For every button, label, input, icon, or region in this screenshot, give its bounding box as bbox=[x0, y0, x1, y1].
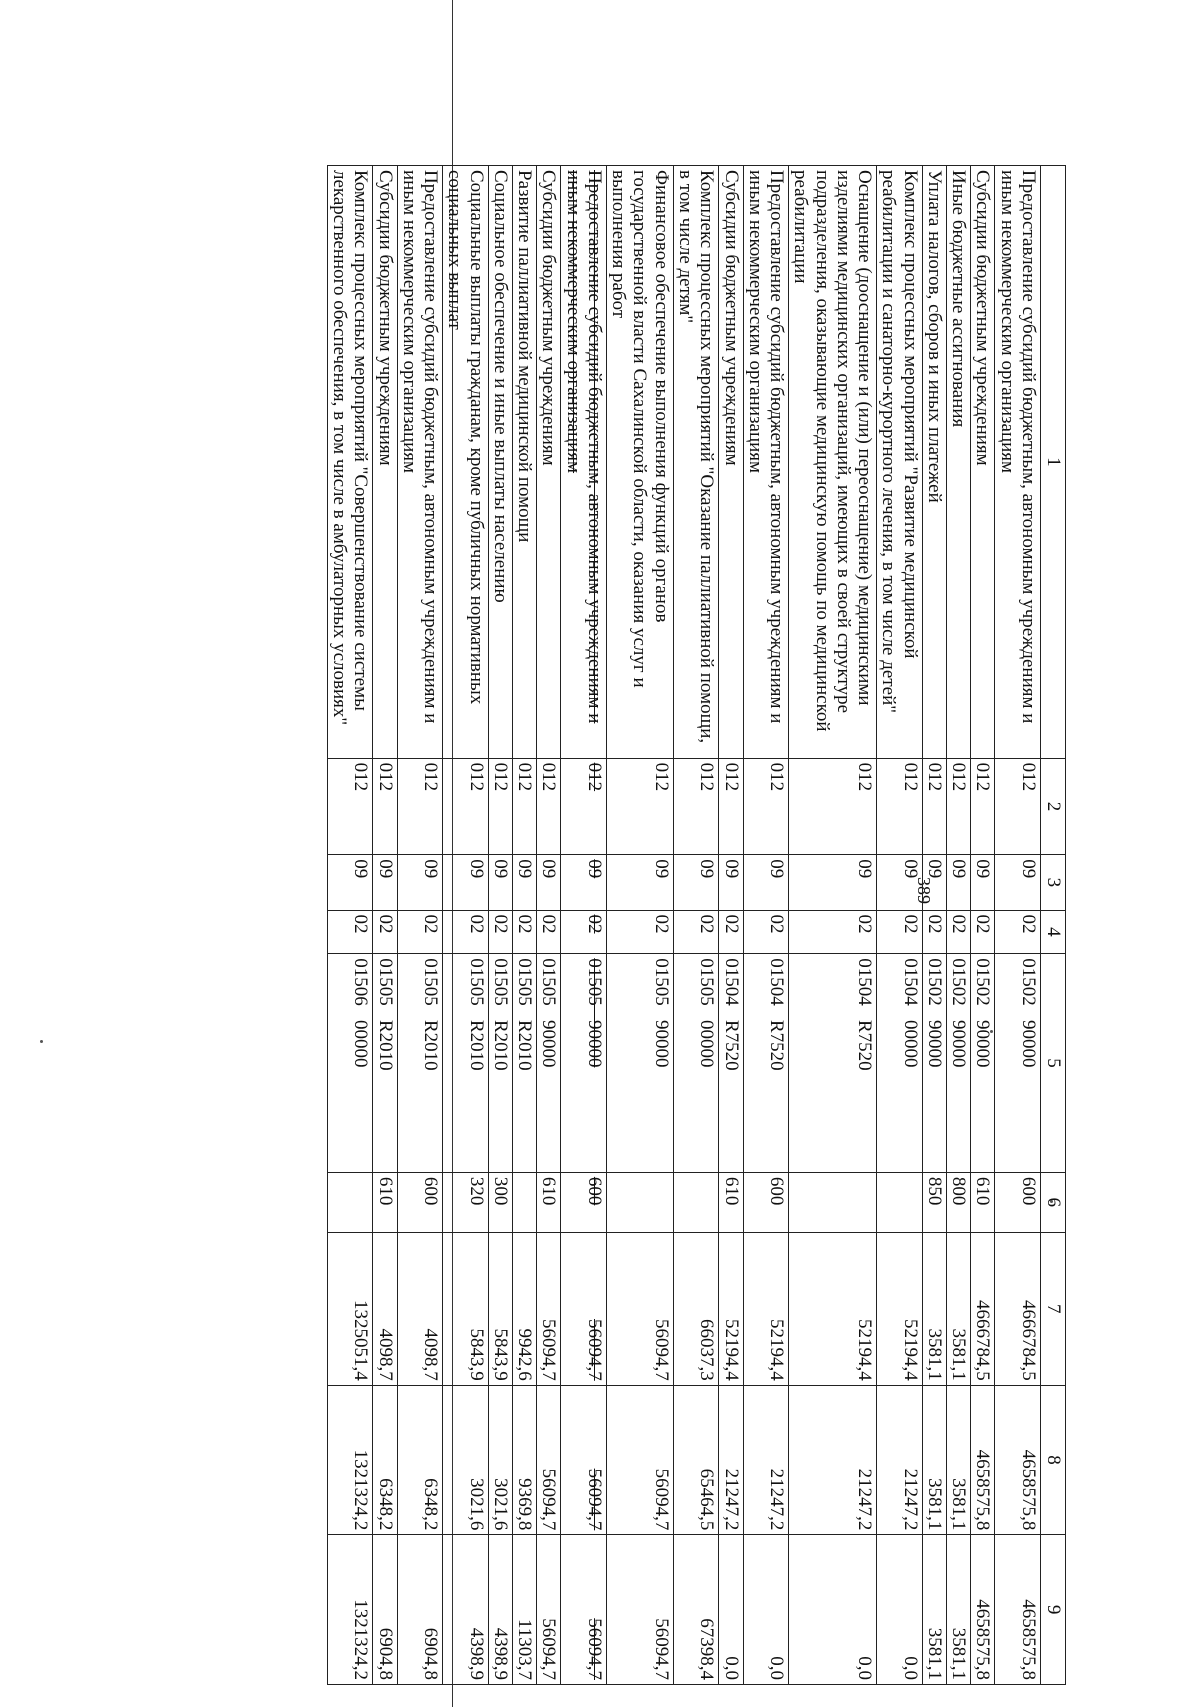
rotated-page bbox=[327, 165, 1066, 1685]
amount-col9: 56094,7 bbox=[561, 1535, 607, 1685]
grbs-code: 012 bbox=[877, 758, 923, 855]
expense-type-code: 800 bbox=[946, 1172, 970, 1232]
row-name: Субсидии бюджетным учреждениям bbox=[719, 166, 743, 759]
section-code: 09 bbox=[606, 855, 673, 910]
amount-col9: 56094,7 bbox=[537, 1535, 561, 1685]
subsection-code: 02 bbox=[743, 910, 789, 954]
row-name: Комплекс процессных мероприятий "Совершенствование системы лекарственного обеспечения, в том числе в амбулаторных условиях" bbox=[327, 166, 373, 759]
amount-col9: 6904,8 bbox=[373, 1535, 397, 1685]
amount-col7: 52194,4 bbox=[789, 1232, 877, 1385]
amount-col8: 3581,1 bbox=[946, 1385, 970, 1535]
grbs-code: 012 bbox=[537, 758, 561, 855]
table-row bbox=[561, 166, 607, 1685]
subsection-code: 02 bbox=[946, 910, 970, 954]
row-name: Уплата налогов, сборов и иных платежей bbox=[922, 166, 946, 759]
expense-type-code bbox=[512, 1172, 536, 1232]
amount-col8: 65464,5 bbox=[673, 1385, 719, 1535]
subsection-code: 02 bbox=[443, 910, 489, 954]
section-code: 09 bbox=[373, 855, 397, 910]
table-row bbox=[719, 166, 743, 1685]
table-row bbox=[877, 166, 923, 1685]
page-number: 389 bbox=[914, 877, 934, 904]
amount-col9: 56094,7 bbox=[606, 1535, 673, 1685]
section-code: 09 bbox=[877, 855, 923, 910]
amount-col7: 52194,4 bbox=[743, 1232, 789, 1385]
column-number: 2 bbox=[1041, 758, 1066, 855]
section-code: 09 bbox=[971, 855, 995, 910]
subsection-code: 02 bbox=[561, 910, 607, 954]
target-article-code: 01504 00000 bbox=[877, 954, 923, 1173]
amount-col9: 6904,8 bbox=[397, 1535, 443, 1685]
target-article-code: 01505 00000 bbox=[673, 954, 719, 1173]
amount-col8: 3581,1 bbox=[922, 1385, 946, 1535]
row-name: Социальные выплаты гражданам, кроме публичных нормативных социальных выплат bbox=[443, 166, 489, 759]
amount-col9: 11303,7 bbox=[512, 1535, 536, 1685]
amount-col7: 5843,9 bbox=[443, 1232, 489, 1385]
grbs-code: 012 bbox=[673, 758, 719, 855]
column-number: 7 bbox=[1041, 1232, 1066, 1385]
amount-col7: 3581,1 bbox=[922, 1232, 946, 1385]
subsection-code: 02 bbox=[537, 910, 561, 954]
grbs-code: 012 bbox=[995, 758, 1041, 855]
amount-col7: 4666784,5 bbox=[995, 1232, 1041, 1385]
row-name: Предоставление субсидий бюджетным, автономным учреждениям и иным некоммерческим организациям bbox=[561, 166, 607, 759]
column-number: 8 bbox=[1041, 1385, 1066, 1535]
amount-col9: 4658575,8 bbox=[995, 1535, 1041, 1685]
target-article-code: 01502 90000 bbox=[971, 954, 995, 1173]
amount-col8: 56094,7 bbox=[537, 1385, 561, 1535]
expense-type-code: 610 bbox=[719, 1172, 743, 1232]
subsection-code: 02 bbox=[606, 910, 673, 954]
row-name: Субсидии бюджетным учреждениям bbox=[971, 166, 995, 759]
expense-type-code bbox=[606, 1172, 673, 1232]
expense-type-code: 610 bbox=[537, 1172, 561, 1232]
expense-type-code bbox=[789, 1172, 877, 1232]
grbs-code: 012 bbox=[327, 758, 373, 855]
row-name: Субсидии бюджетным учреждениям bbox=[537, 166, 561, 759]
amount-col9: 0,0 bbox=[789, 1535, 877, 1685]
section-code: 09 bbox=[397, 855, 443, 910]
target-article-code: 01505 R2010 bbox=[488, 954, 512, 1173]
table-row bbox=[789, 166, 877, 1685]
target-article-code: 01505 R2010 bbox=[373, 954, 397, 1173]
row-name: Субсидии бюджетным учреждениям bbox=[373, 166, 397, 759]
budget-table bbox=[327, 165, 1066, 1685]
grbs-code: 012 bbox=[719, 758, 743, 855]
grbs-code: 012 bbox=[946, 758, 970, 855]
column-number: 5 bbox=[1041, 954, 1066, 1173]
expense-type-code bbox=[327, 1172, 373, 1232]
section-code: 09 bbox=[673, 855, 719, 910]
expense-type-code: 320 bbox=[443, 1172, 489, 1232]
amount-col7: 56094,7 bbox=[561, 1232, 607, 1385]
grbs-code: 012 bbox=[443, 758, 489, 855]
expense-type-code: 850 bbox=[922, 1172, 946, 1232]
amount-col9: 3581,1 bbox=[946, 1535, 970, 1685]
table-row bbox=[327, 166, 373, 1685]
row-name: Иные бюджетные ассигнования bbox=[946, 166, 970, 759]
amount-col9: 0,0 bbox=[719, 1535, 743, 1685]
section-code: 09 bbox=[719, 855, 743, 910]
expense-type-code bbox=[673, 1172, 719, 1232]
column-numbers-row bbox=[1041, 166, 1066, 1685]
amount-col7: 4666784,5 bbox=[971, 1232, 995, 1385]
table-row bbox=[397, 166, 443, 1685]
amount-col8: 21247,2 bbox=[789, 1385, 877, 1535]
amount-col8: 56094,7 bbox=[561, 1385, 607, 1535]
amount-col7: 66037,3 bbox=[673, 1232, 719, 1385]
table-row bbox=[606, 166, 673, 1685]
row-name: Развитие паллиативной медицинской помощи bbox=[512, 166, 536, 759]
amount-col7: 4098,7 bbox=[397, 1232, 443, 1385]
amount-col8: 21247,2 bbox=[743, 1385, 789, 1535]
expense-type-code: 610 bbox=[373, 1172, 397, 1232]
subsection-code: 02 bbox=[971, 910, 995, 954]
amount-col8: 6348,2 bbox=[397, 1385, 443, 1535]
grbs-code: 012 bbox=[512, 758, 536, 855]
subsection-code: 02 bbox=[877, 910, 923, 954]
subsection-code: 02 bbox=[673, 910, 719, 954]
subsection-code: 02 bbox=[373, 910, 397, 954]
section-code: 09 bbox=[537, 855, 561, 910]
row-name: Финансовое обеспечение выполнения функций органов государственной власти Сахалинской области, оказания услуг и выполнения работ bbox=[606, 166, 673, 759]
expense-type-code: 600 bbox=[743, 1172, 789, 1232]
row-name: Оснащение (дооснащение и (или) переоснащение) медицинскими изделиями медицинских организаций, имеющих в своей структуре подразделения, оказывающие медицинскую помощь по медицинской реабилитации bbox=[789, 166, 877, 759]
grbs-code: 012 bbox=[743, 758, 789, 855]
table-row bbox=[443, 166, 489, 1685]
table-row bbox=[922, 166, 946, 1685]
row-name: Комплекс процессных мероприятий "Развитие медицинской реабилитации и санаторно-курортного лечения, в том числе детей" bbox=[877, 166, 923, 759]
subsection-code: 02 bbox=[512, 910, 536, 954]
amount-col7: 52194,4 bbox=[877, 1232, 923, 1385]
section-code: 09 bbox=[561, 855, 607, 910]
grbs-code: 012 bbox=[488, 758, 512, 855]
amount-col9: 0,0 bbox=[743, 1535, 789, 1685]
table-row bbox=[673, 166, 719, 1685]
amount-col8: 21247,2 bbox=[877, 1385, 923, 1535]
amount-col8: 1321324,2 bbox=[327, 1385, 373, 1535]
amount-col8: 3021,6 bbox=[443, 1385, 489, 1535]
amount-col9: 67398,4 bbox=[673, 1535, 719, 1685]
table-row bbox=[946, 166, 970, 1685]
amount-col9: 1321324,2 bbox=[327, 1535, 373, 1685]
subsection-code: 02 bbox=[719, 910, 743, 954]
expense-type-code: 600 bbox=[397, 1172, 443, 1232]
expense-type-code: 600 bbox=[995, 1172, 1041, 1232]
target-article-code: 01504 R7520 bbox=[789, 954, 877, 1173]
section-code: 09 bbox=[946, 855, 970, 910]
table-row bbox=[995, 166, 1041, 1685]
section-code: 09 bbox=[327, 855, 373, 910]
target-article-code: 01505 R2010 bbox=[443, 954, 489, 1173]
target-article-code: 01505 R2010 bbox=[512, 954, 536, 1173]
section-code: 09 bbox=[512, 855, 536, 910]
amount-col8: 6348,2 bbox=[373, 1385, 397, 1535]
column-number: 3 bbox=[1041, 855, 1066, 910]
column-number: 1 bbox=[1041, 166, 1066, 759]
table-row bbox=[743, 166, 789, 1685]
target-article-code: 01505 90000 bbox=[561, 954, 607, 1173]
section-code: 09 bbox=[789, 855, 877, 910]
table-row bbox=[512, 166, 536, 1685]
section-code: 09 bbox=[488, 855, 512, 910]
row-name: Предоставление субсидий бюджетным, автономным учреждениям и иным некоммерческим организациям bbox=[397, 166, 443, 759]
amount-col8: 4658575,8 bbox=[995, 1385, 1041, 1535]
row-name: Предоставление субсидий бюджетным, автономным учреждениям и иным некоммерческим организациям bbox=[995, 166, 1041, 759]
subsection-code: 02 bbox=[488, 910, 512, 954]
amount-col9: 3581,1 bbox=[922, 1535, 946, 1685]
grbs-code: 012 bbox=[922, 758, 946, 855]
amount-col9: 4398,9 bbox=[488, 1535, 512, 1685]
section-code: 09 bbox=[743, 855, 789, 910]
target-article-code: 01506 00000 bbox=[327, 954, 373, 1173]
amount-col7: 52194,4 bbox=[719, 1232, 743, 1385]
amount-col9: 0,0 bbox=[877, 1535, 923, 1685]
column-number: 6 bbox=[1041, 1172, 1066, 1232]
expense-type-code: 600 bbox=[561, 1172, 607, 1232]
amount-col8: 21247,2 bbox=[719, 1385, 743, 1535]
row-name: Социальное обеспечение и иные выплаты населению bbox=[488, 166, 512, 759]
amount-col8: 56094,7 bbox=[606, 1385, 673, 1535]
amount-col7: 56094,7 bbox=[606, 1232, 673, 1385]
scan-speck bbox=[40, 1040, 43, 1043]
subsection-code: 02 bbox=[922, 910, 946, 954]
target-article-code: 01502 90000 bbox=[922, 954, 946, 1173]
target-article-code: 01504 R7520 bbox=[719, 954, 743, 1173]
section-code: 09 bbox=[995, 855, 1041, 910]
column-number: 4 bbox=[1041, 910, 1066, 954]
amount-col7: 4098,7 bbox=[373, 1232, 397, 1385]
row-name: Предоставление субсидий бюджетным, автономным учреждениям и иным некоммерческим организациям bbox=[743, 166, 789, 759]
table-row bbox=[971, 166, 995, 1685]
expense-type-code: 300 bbox=[488, 1172, 512, 1232]
grbs-code: 012 bbox=[971, 758, 995, 855]
target-article-code: 01505 R2010 bbox=[397, 954, 443, 1173]
expense-type-code bbox=[877, 1172, 923, 1232]
column-number: 9 bbox=[1041, 1535, 1066, 1685]
subsection-code: 02 bbox=[397, 910, 443, 954]
table-row bbox=[537, 166, 561, 1685]
grbs-code: 012 bbox=[789, 758, 877, 855]
target-article-code: 01505 90000 bbox=[537, 954, 561, 1173]
row-name: Комплекс процессных мероприятий "Оказание паллиативной помощи, в том числе детям" bbox=[673, 166, 719, 759]
amount-col9: 4658575,8 bbox=[971, 1535, 995, 1685]
section-code: 09 bbox=[443, 855, 489, 910]
expense-type-code: 610 bbox=[971, 1172, 995, 1232]
grbs-code: 012 bbox=[397, 758, 443, 855]
amount-col7: 5843,9 bbox=[488, 1232, 512, 1385]
amount-col8: 9369,8 bbox=[512, 1385, 536, 1535]
target-article-code: 01502 90000 bbox=[995, 954, 1041, 1173]
target-article-code: 01502 90000 bbox=[946, 954, 970, 1173]
grbs-code: 012 bbox=[373, 758, 397, 855]
subsection-code: 02 bbox=[995, 910, 1041, 954]
target-article-code: 01505 90000 bbox=[606, 954, 673, 1173]
subsection-code: 02 bbox=[789, 910, 877, 954]
amount-col7: 1325051,4 bbox=[327, 1232, 373, 1385]
amount-col7: 56094,7 bbox=[537, 1232, 561, 1385]
amount-col8: 4658575,8 bbox=[971, 1385, 995, 1535]
table-row bbox=[373, 166, 397, 1685]
table-body bbox=[327, 166, 1040, 1685]
section-code: 09 bbox=[922, 855, 946, 910]
subsection-code: 02 bbox=[327, 910, 373, 954]
amount-col7: 9942,6 bbox=[512, 1232, 536, 1385]
amount-col8: 3021,6 bbox=[488, 1385, 512, 1535]
grbs-code: 012 bbox=[561, 758, 607, 855]
table-row bbox=[488, 166, 512, 1685]
amount-col9: 4398,9 bbox=[443, 1535, 489, 1685]
amount-col7: 3581,1 bbox=[946, 1232, 970, 1385]
grbs-code: 012 bbox=[606, 758, 673, 855]
target-article-code: 01504 R7520 bbox=[743, 954, 789, 1173]
